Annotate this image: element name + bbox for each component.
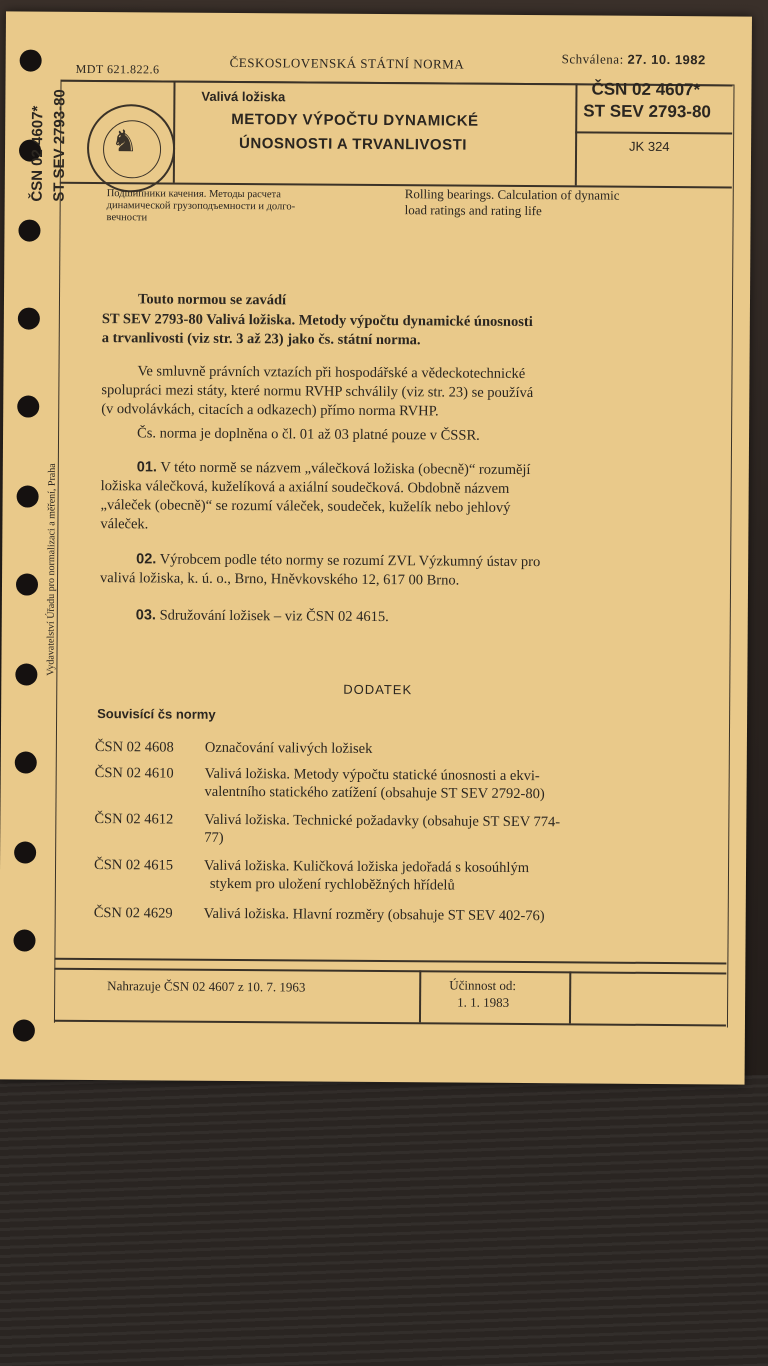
appendix-subtitle: Souvisící čs normy [97,706,216,722]
related-standard-row: ČSN 02 4612 Valivá ložiska. Technické požadavky (obsahuje ST SEV 774- 77) [94,811,561,846]
binder-hole [18,219,40,241]
binder-hole [16,573,38,595]
wooden-plank [0,1075,768,1366]
binder-hole [20,49,42,71]
subject: Valivá ložiska [201,88,286,105]
side-code-csn: ČSN 02 4607* [28,105,47,202]
binder-hole [13,929,35,951]
agency-name: ČESKOSLOVENSKÁ STÁTNÍ NORMA [229,54,465,72]
intro-text: ST SEV 2793-80 Valivá ložiska. Metody výpočtu dynamické únosnosti a trvanlivosti (viz str. 3 až 23) jako čs. státní norma. [101,311,533,349]
mdt-code: MDT 621.822.6 [75,61,160,77]
title-line-1: METODY VÝPOČTU DYNAMICKÉ [231,110,479,130]
publisher-note: Vydavatelství Úřadu pro normalizaci a měření, Praha [45,463,58,676]
binder-hole [17,485,39,507]
appendix-title: DODATEK [343,681,413,698]
effective-date: Účinnost od: 1. 1. 1983 [449,977,517,1010]
sev-code: ST SEV 2793-80 [583,101,711,122]
paragraph-rvhp: Ve smluvně právních vztazích při hospodářské a vědeckotechnické spolupráci mezi státy, které normu RVHP schválily (viz str. 23) se používá (v odvolávkách, citacích a odkazech) přímo norma RVHP. [101,363,534,420]
standards-office-logo: ♞ [87,104,176,193]
clause-01: 01. V této normě se názvem „válečková ložiska (obecně)“ rozumějí ložiska válečková, kuželíková a axiální soudečková. Obdobně názvem „váleček (obecně)“ se rozumí váleček, soudeček, kuželík nebo jehlový váleček. [100,459,531,533]
related-standard-row: ČSN 02 4608 Označování valivých ložisek [94,739,373,757]
csn-code: ČSN 02 4607* [591,79,701,100]
title-line-2: ÚNOSNOSTI A TRVANLIVOSTI [239,135,468,154]
binder-hole [17,395,39,417]
replaces-note: Nahrazuje ČSN 02 4607 z 10. 7. 1963 [107,978,306,995]
related-standard-row: ČSN 02 4629 Valivá ložiska. Hlavní rozměry (obsahuje ST SEV 402-76) [93,905,545,925]
clause-03: 03. Sdružování ložisek – viz ČSN 02 4615. [135,607,389,626]
document-page [0,11,752,1084]
approved-label: Schválena: 27. 10. 1982 [561,51,706,68]
binder-hole [13,1019,35,1041]
intro-lead: Touto normou se zavádí [137,291,287,309]
side-code-sev: ST SEV 2793-80 [50,89,69,202]
paragraph-supplement: Čs. norma je doplněna o čl. 01 až 03 platné pouze v ČSSR. [137,425,480,444]
russian-title: Подшипники качения. Методы расчета динамической грузоподъемности и долго- вечности [106,188,296,224]
binder-hole [15,751,37,773]
binder-hole [18,307,40,329]
english-title: Rolling bearings. Calculation of dynamic load ratings and rating life [404,186,620,219]
related-standard-row: ČSN 02 4615 Valivá ložiska. Kuličková ložiska jedořadá s kosoúhlým stykem pro uložení rychloběžných hřídelů [93,857,530,894]
binder-hole [15,663,37,685]
binder-hole [14,841,36,863]
related-standard-row: ČSN 02 4610 Valivá ložiska. Metody výpočtu statické únosnosti a ekvi- valentního statického zatížení (obsahuje ST SEV 2792-80) [94,765,545,803]
clause-02: 02. Výrobcem podle této normy se rozumí ZVL Výzkumný ústav pro valivá ložiska, k. ú. o., Brno, Hněvkovského 12, 617 00 Brno. [99,551,541,589]
jk-code: JK 324 [629,138,670,155]
